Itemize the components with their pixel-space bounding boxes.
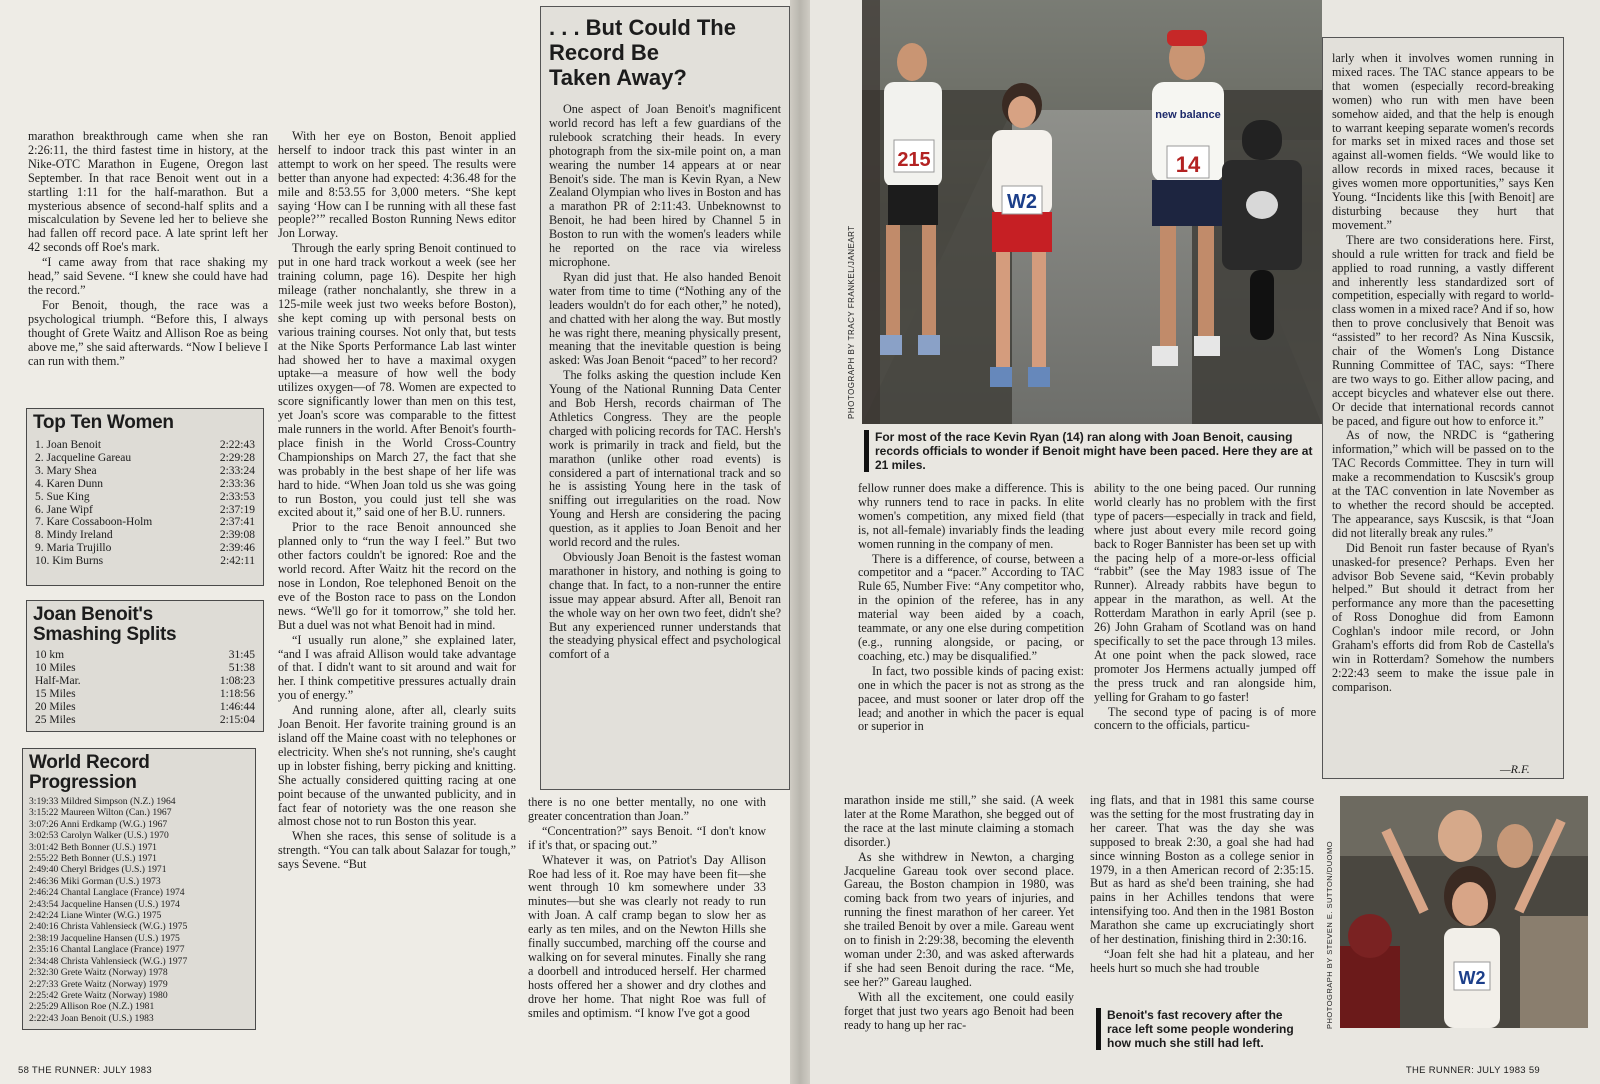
paragraph: larly when it involves women running in mixed races. The TAC stance appears to be that women (especially record-breaking women) who run with men have been somehow aided, and that the help is enough to warrant keeping separate women's records for marks set in mixed races and those set against all-women fields. “We would like to allow records in mixed races, because it gives women more opportunities,” says Ken Young. “Incidents like this [with Benoit] are disturbing because they hurt that movement.” [1332, 52, 1554, 232]
world-record-row: 2:25:42 Grete Waitz (Norway) 1980 [29, 989, 168, 1001]
small-photo-caption: Benoit's fast recovery after the race left some people wondering how much she still had left. [1096, 1008, 1307, 1050]
split-time: 1:08:23 [219, 674, 255, 687]
world-record-row: 2:32:30 Grete Waitz (Norway) 1978 [29, 967, 168, 979]
paragraph: The second type of pacing is of more concern to the officials, particu- [1094, 704, 1316, 733]
paragraph: Prior to the race Benoit announced she planned only to “run the way I feel.” But two other factors couldn't be ignored: Roe and the world record. After Waitz hit the record on the nose in London, Roe telephoned Benoit on the eve of the Boston race to pass on the London news. “We'll go for it tomorrow,” she told her. But a duel was not what Benoit had in mind. [278, 520, 516, 632]
split-row [35, 714, 255, 727]
sidebar-title-line1: . . . But Could The [549, 15, 736, 40]
world-record-row: 2:55:22 Beth Bonner (U.S.) 1971 [29, 853, 157, 865]
finish-time: 2:33:36 [219, 477, 255, 490]
paragraph: marathon breakthrough came when she ran 2:26:11, the third fastest time in history, at the Nike-OTC Marathon in Eugene, Oregon last September. In that race Benoit went out in a startling 1:11 for the half-marathon. But a mysterious absence of second-half splits and a miscalculation by Sevene led her to believe she had fallen off record pace. A late sprint left her 42 seconds off Roe's mark. [28, 130, 268, 255]
finish-time: 2:37:41 [219, 516, 255, 529]
world-record-row: 2:25:29 Allison Roe (N.Z.) 1981 [29, 1001, 155, 1013]
finish-time: 2:39:08 [219, 529, 255, 542]
world-record-title [29, 753, 249, 793]
bib-w2: W2 [1007, 191, 1037, 213]
sidebar-box [540, 6, 790, 790]
split-row [35, 688, 255, 701]
world-record-row: 3:01:42 Beth Bonner (U.S.) 1971 [29, 841, 157, 853]
world-record-list [23, 796, 255, 1024]
brand-text: new balance [1155, 109, 1221, 121]
top-ten-row [35, 478, 255, 491]
world-record-row: 3:15:22 Maureen Wilton (Can.) 1967 [29, 807, 172, 819]
world-record-row: 3:07:26 Anni Erdkamp (W.G.) 1967 [29, 818, 168, 830]
paragraph: Ryan did just that. He also handed Benoit water from time to time (“Nothing any of the leaders wouldn't do for each other,” he noted), and chatted with her along the way. But mostly he was right there, meaning physically present, meaning that the inevitable question is being asked: Was Joan Benoit “paced” to her record? [549, 269, 781, 368]
world-record-row: 3:02:53 Carolyn Walker (U.S.) 1970 [29, 830, 169, 842]
sidebar-body [549, 103, 781, 783]
paragraph: Through the early spring Benoit continued to put in one hard track workout a week (see her training column, page 16). Despite her high mileage (rather nonchalantly, she threw in a 125-mile week just two weeks before Boston), she kept coming up with personal bests on various training courses. Not only that, but tests at the Nike Sports Performance Lab last winter had showed her to have a maximal oxygen uptake—a measure of how well the body utilizes oxygen—of 78. Women are expected to score significantly lower than men on this test, yet Joan's score was comparable to the fittest male runners in the world. After Benoit's fourth-place finish in the World Cross-Country Championships on March 27, the fact that she was probably in the best shape of her life was hard to hide. “When Joan told us she was going to run Boston, you could just tell she was excited about it,” said one of her B.U. runners. [278, 241, 516, 520]
paragraph: Obviously Joan Benoit is the fastest woman marathoner in history, and nothing is going to change that. In fact, to a non-runner the entire issue may appear absurd. After all, Benoit ran the whole way on her own two feet, didn't she? But any experienced runner understands that the steadying physical effect and psychological comfort of a [549, 550, 781, 662]
paragraph: fellow runner does make a difference. This is why runners tend to race in packs. In elite women's competition, any mixed field (that is, not all-female) invariably finds the leading women running in the company of men. [858, 482, 1084, 551]
paragraph: In fact, two possible kinds of pacing exist: one in which the pacer is not as strong as the pacee, and must sooner or later drop off the lead; and another in which the pacer is equal or superior in [858, 663, 1084, 734]
top-ten-row [35, 529, 255, 542]
split-distance: 10 Miles [35, 661, 76, 674]
top-ten-row [35, 504, 255, 517]
top-ten-row [35, 491, 255, 504]
top-ten-row [35, 516, 255, 529]
split-time: 1:18:56 [219, 687, 255, 700]
left-column-3 [528, 796, 766, 1046]
race-photo-illustration [862, 0, 1322, 424]
right-bottom-column-1 [844, 794, 1074, 1044]
finish-time: 2:22:43 [219, 439, 255, 451]
runner-name: 5. Sue King [35, 490, 90, 503]
right-column-2 [1094, 482, 1316, 778]
main-photo-credit: PHOTOGRAPH BY TRACY FRANKEL/JANEART [847, 225, 856, 419]
runner-name: 1. Joan Benoit [35, 439, 102, 451]
paragraph: ing flats, and that in 1981 this same course was the setting for the most frustrating day in her career. That was the day she was supposed to break 2:30, a goal she had had since winning Boston as a college senior in 1979, in a then American record of 2:35:15. But as hard as she'd been training, she had pains in her Achilles tendons that were intensifying too. And then in the 1981 Boston Marathon she came up excruciatingly short of her destination, finishing third in 2:30:16. [1090, 794, 1314, 947]
split-row [35, 662, 255, 675]
splits-list [27, 649, 263, 726]
runner-name: 10. Kim Burns [35, 555, 104, 568]
split-time: 1:46:44 [219, 700, 255, 713]
split-distance: 15 Miles [35, 687, 76, 700]
paragraph: When she races, this sense of solitude is a strength. “You can talk about Salazar for tough,” says Sevene. “But [278, 829, 516, 872]
paragraph: For Benoit, though, the race was a psychological triumph. “Before this, I always thought of Grete Waitz and Allison Roe as being above me,” she said afterwards. “Now I believe I can run with them.” [28, 297, 268, 368]
paragraph: As she withdrew in Newton, a charging Jacqueline Gareau took over second place. Gareau, the Boston champion in 1980, was coming back from two years of injuries, and running the finest marathon of her career. Yet she trailed Benoit by over a mile. Gareau went on to finish in 2:29:38, becoming the eleventh woman under 2:30, and was asked afterwards if she had seen Benoit during the race. “Me, see her?” Gareau laughed. [844, 849, 1074, 989]
split-row [35, 649, 255, 662]
top-ten-row [35, 555, 255, 568]
top-ten-list [27, 439, 263, 568]
signature: —R.F. [1500, 762, 1530, 776]
paragraph: there is no one better mentally, no one with greater concentration than Joan.” [528, 796, 766, 823]
split-row [35, 701, 255, 714]
finish-time: 2:29:28 [219, 451, 255, 464]
small-photo-credit: PHOTOGRAPH BY STEVEN E. SUTTON/DUOMO [1325, 840, 1334, 1029]
paragraph: The folks asking the question include Ken Young of the National Running Data Center and Bob Hersh, records chairman of The Athletics Congress. They are the people charged with policing records for TAC. Hersh's work is primarily in track and field, but the marathon (unlike other road events) is considered a part of international track and so he is assisting Young here in the task of sniffing out irregularities on the road. Now Young and Hersh are considering the pacing question, as it applies to Joan Benoit and her world record and the rules. [549, 368, 781, 550]
right-page-folio: THE RUNNER: JULY 1983 59 [1405, 1065, 1540, 1076]
top-ten-title: Top Ten Women [33, 412, 174, 433]
main-race-photo [862, 0, 1322, 424]
top-ten-row [35, 465, 255, 478]
finish-time: 2:37:19 [219, 503, 255, 516]
top-ten-row [35, 439, 255, 452]
page-gutter [790, 0, 810, 1084]
splits-title-line2: Smashing Splits [33, 624, 177, 645]
runner-name: 3. Mary Shea [35, 464, 97, 477]
world-record-title-line2: Progression [29, 772, 137, 793]
paragraph: “I usually run alone,” she explained later, “and I was afraid Allison would take advantage of that. I didn't want to sit around and wait for her. I think competitive pressures actually drain you of energy.” [278, 632, 516, 703]
paragraph: And running alone, after all, clearly suits Joan Benoit. Her favorite training ground is an island off the Maine coast with no telephones or electricity. When she's not running, she's caught up in lobster fishing, berry picking and knitting. She actually considered quitting racing at one point because of the unwanted publicity, and in fact fear of notoriety was the one reason she almost chose not to run Boston this year. [278, 703, 516, 829]
left-column-1 [28, 130, 268, 400]
sidebar-title-line2: Record Be [549, 40, 660, 65]
splits-title-line1: Joan Benoit's [33, 604, 153, 625]
podium-photo-illustration [1340, 796, 1588, 1028]
paragraph: “Concentration?” says Benoit. “I don't know if it's that, or spacing out.” [528, 823, 766, 852]
paragraph: As of now, the NRDC is “gathering information,” which will be passed on to the TAC Records Committee. They in turn will make a recommendation to Kuscsik's group at the TAC convention in late November as to whether the record should be accepted. The appearance, says Kuscsik, is that “Joan did not literally break any rules.” [1332, 428, 1554, 540]
bib-14: 14 [1175, 152, 1201, 177]
split-time: 31:45 [228, 649, 255, 661]
paragraph: “I came away from that race shaking my head,” said Sevene. “I knew she could have had the record.” [28, 255, 268, 297]
paragraph: With all the excitement, one could easily forget that just two years ago Benoit had been ready to hang up her rac- [844, 989, 1074, 1032]
runner-name: 6. Jane Wipf [35, 503, 93, 516]
world-record-row: 2:46:36 Miki Gorman (U.S.) 1973 [29, 875, 161, 887]
left-page-folio: 58 THE RUNNER: JULY 1983 [18, 1065, 152, 1076]
world-record-row: 2:43:54 Jacqueline Hansen (U.S.) 1974 [29, 898, 180, 910]
small-podium-photo [1340, 796, 1588, 1028]
world-record-row: 2:40:16 Christa Vahlensieck (W.G.) 1975 [29, 921, 188, 933]
runner-name: 4. Karen Dunn [35, 477, 104, 490]
split-distance: 10 km [35, 649, 65, 661]
world-record-row: 2:34:48 Christa Vahlensieck (W.G.) 1977 [29, 955, 188, 967]
runner-name: 9. Maria Trujillo [35, 542, 112, 555]
paragraph: With her eye on Boston, Benoit applied herself to indoor track this past winter in an attempt to work on her speed. The results were better than anyone had expected: 4:36.48 for the mile and 8:53.55 for 3,000 meters. “She kept saying ‘How can I be running with all these fast people?’” recalled Boston Running News editor Jon Lorway. [278, 130, 516, 241]
splits-title [33, 605, 257, 645]
top-ten-row [35, 542, 255, 555]
runner-name: 2. Jacqueline Gareau [35, 451, 132, 464]
top-ten-women-box [26, 408, 264, 586]
left-column-2 [278, 130, 516, 1040]
paragraph: Did Benoit run faster because of Ryan's unasked-for presence? Perhaps. Even her advisor Bob Sevene said, “Kevin probably helped.” But should it detract from her performance any more than the pacesetting of Ross Donoghue did from Eamonn Coghlan's indoor mile record, or John Graham's efforts did from Rob de Castella's win in Rotterdam? Somehow the numbers 2:22:43 seem to make the issue pale in comparison. [1332, 540, 1554, 694]
world-record-row: 2:49:40 Cheryl Bridges (U.S.) 1971 [29, 864, 167, 876]
split-row [35, 675, 255, 688]
split-distance: Half-Mar. [35, 674, 81, 687]
paragraph: There is a difference, of course, between a competitor and a “pacer.” According to TAC Rule 65, Number Five: “Any competitor who, in the opinion of the referee, has in any material way been aided by a coach, teammate, or any one else during competition (e.g., running alongside, or pacing, or coaching, etc.) may be disqualified.” [858, 551, 1084, 663]
world-record-row: 2:35:16 Chantal Langlace (France) 1977 [29, 944, 185, 956]
world-record-row: 2:38:19 Jacqueline Hansen (U.S.) 1975 [29, 932, 180, 944]
splits-box [26, 600, 264, 732]
split-distance: 25 Miles [35, 713, 76, 726]
right-bottom-column-2 [1090, 794, 1314, 994]
paragraph: Whatever it was, on Patriot's Day Allison Roe had less of it. Roe may have been fit—she went through 10 km somewhere under 33 minutes—but she was clearly not ready to run with Joan. A calf cramp began to slow her as early as ten miles, and on the Newton Hills she finally succumbed, marching off the course and walking on for several minutes. Finally she rang a doorbell and introduced herself. Her charmed hosts offered her a shower and dry clothes and drove her home. That night Roe was full of smiles and optimism. “I know I've got a good [528, 852, 766, 1020]
paragraph: There are two considerations here. First, should a rule written for track and field be applied to road running, a vastly different and inherently less standardized sort of competition, especially with regard to world-class women in a mixed race? And if so, how then to prove conclusively that Benoit was “assisted” to her record? As Nina Kuscsik, chair of the Women's Long Distance Running Committee of TAC, says: “There are two ways to go. Either allow pacing, and accept bicycles and whatever else out there. Or decide that international records cannot be paced, and figure out how to enforce it.” [1332, 232, 1554, 428]
world-record-row: 2:42:24 Liane Winter (W.G.) 1975 [29, 910, 162, 922]
sidebar-title [549, 15, 783, 90]
world-record-row: 2:46:24 Chantal Langlace (France) 1974 [29, 887, 185, 899]
world-record-row: 2:27:33 Grete Waitz (Norway) 1979 [29, 978, 168, 990]
finish-time: 2:33:53 [219, 490, 255, 503]
right-column-3 [1332, 52, 1554, 764]
paragraph: “Joan felt she had hit a plateau, and her heels hurt so much she had trouble [1090, 946, 1314, 975]
finish-time: 2:39:46 [219, 542, 255, 555]
world-record-title-line1: World Record [29, 752, 150, 773]
top-ten-row [35, 452, 255, 465]
paragraph: ability to the one being paced. Our running world clearly has no problem with the first type of pacers—especially in track and field, where just about every mile record going back to Roger Bannister has been set up with the pacing help of a more-or-less official “rabbit” (see the May 1983 issue of The Runner). Already rabbits have begun to appear in the marathon, as well. At the Rotterdam Marathon in early April (see p. 26) John Graham of Scotland was on hand specifically to set the pace through 13 miles. At one point when the pack slowed, race promoter Jos Hermens actually jumped off the press truck and ran alongside him, yelling for Graham to go faster! [1094, 482, 1316, 704]
bib-215: 215 [897, 149, 931, 171]
right-column-1 [858, 482, 1084, 778]
finish-time: 2:42:11 [220, 555, 255, 568]
runner-name: 7. Kare Cossaboon-Holm [35, 516, 153, 529]
split-time: 51:38 [228, 661, 255, 674]
split-time: 2:15:04 [219, 713, 255, 726]
split-distance: 20 Miles [35, 700, 76, 713]
sidebar-title-line3: Taken Away? [549, 65, 687, 90]
paragraph: One aspect of Joan Benoit's magnificent world record has left a few guardians of the rulebook scratching their heads. In every photograph from the six-mile point on, a man wearing the number 14 appears at or near Benoit's side. The man is Kevin Ryan, a New Zealand Olympian who lives in Boston and has a marathon PR of 2:11:43. Unbeknownst to Benoit, he had been hired by Channel 5 in Boston to run with the women's leaders while he reported on the race via wireless microphone. [549, 103, 781, 269]
paragraph: marathon inside me still,” she said. (A week later at the Rome Marathon, she begged out of the race at the last minute claiming a stomach disorder.) [844, 794, 1074, 849]
finish-time: 2:33:24 [219, 464, 255, 477]
world-record-box [22, 748, 256, 1030]
world-record-row: 3:19:33 Mildred Simpson (N.Z.) 1964 [29, 796, 176, 807]
world-record-row: 2:22:43 Joan Benoit (U.S.) 1983 [29, 1012, 154, 1024]
bib-w2-small: W2 [1458, 968, 1486, 988]
runner-name: 8. Mindy Ireland [35, 529, 113, 542]
main-photo-caption: For most of the race Kevin Ryan (14) ran along with Joan Benoit, causing records officials to wonder if Benoit might have been paced. Here they are at 21 miles. [864, 430, 1315, 472]
